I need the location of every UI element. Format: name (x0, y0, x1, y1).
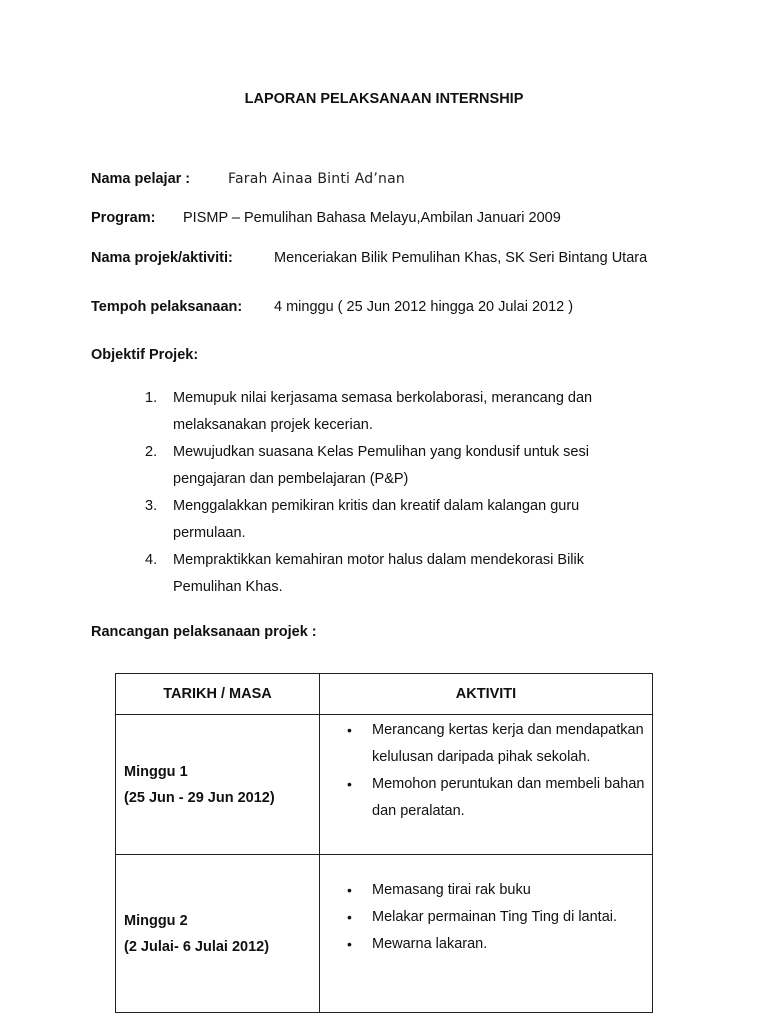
activity-cell (320, 855, 653, 1013)
list-number: 3. (145, 498, 158, 514)
week-label: Minggu 1 (124, 763, 188, 780)
list-text: Menggalakkan pemikiran kritis dan kreatif dalam kalangan guru permulaan. (173, 498, 580, 541)
rancangan-table (115, 673, 653, 1013)
bullet-icon: • (347, 936, 352, 952)
nama-projek-label: Nama projek/aktiviti: (91, 250, 233, 266)
list-text: Mewujudkan suasana Kelas Pemulihan yang kondusif untuk sesi pengajaran dan pembelajaran (P&P) (173, 444, 589, 487)
table-header-row (116, 674, 653, 715)
tempoh-value: 4 minggu ( 25 Jun 2012 hingga 20 Julai 2012 ) (274, 299, 574, 315)
bullet-icon: • (347, 776, 352, 792)
activity-cell (320, 715, 653, 855)
date-range: (25 Jun - 29 Jun 2012) (124, 789, 275, 806)
list-item (320, 877, 652, 904)
list-item (145, 439, 665, 493)
activity-text: Melakar permainan Ting Ting di lantai. (372, 909, 618, 925)
bullet-icon: • (347, 909, 352, 925)
document-title: LAPORAN PELAKSANAAN INTERNSHIP (244, 91, 524, 107)
program-label: Program: (91, 210, 156, 226)
activity-text: Memasang tirai rak buku (372, 882, 531, 898)
list-text: Mempraktikkan kemahiran motor halus dalam mendekorasi Bilik Pemulihan Khas. (173, 552, 584, 595)
list-text: Memupuk nilai kerjasama semasa berkolaborasi, merancang dan melaksanakan projek kecerian. (173, 390, 593, 433)
nama-projek-value: Menceriakan Bilik Pemulihan Khas, SK Seri Bintang Utara (274, 250, 648, 266)
tempoh-label: Tempoh pelaksanaan: (91, 299, 243, 315)
list-item (320, 904, 652, 931)
date-cell (116, 715, 320, 855)
list-number: 1. (145, 390, 158, 406)
list-item (145, 385, 665, 439)
header-aktiviti: AKTIVITI (320, 674, 653, 715)
activity-text: Mewarna lakaran. (372, 936, 488, 952)
activity-text: Memohon peruntukan dan membeli bahan dan peralatan. (372, 776, 645, 819)
rancangan-heading: Rancangan pelaksanaan projek : (91, 624, 317, 640)
list-item (320, 931, 652, 958)
objektif-list (145, 385, 665, 601)
week-label: Minggu 2 (124, 912, 188, 929)
nama-pelajar-value: Farah Ainaa Binti Ad’nan (228, 171, 405, 187)
program-value: PISMP – Pemulihan Bahasa Melayu,Ambilan Januari 2009 (183, 210, 561, 226)
list-number: 2. (145, 444, 158, 460)
list-item (145, 493, 665, 547)
activity-text: Merancang kertas kerja dan mendapatkan kelulusan daripada pihak sekolah. (372, 722, 644, 765)
table-row (116, 715, 653, 855)
objektif-heading: Objektif Projek: (91, 347, 199, 363)
nama-pelajar-label: Nama pelajar : (91, 171, 191, 187)
date-cell (116, 855, 320, 1013)
list-item (320, 771, 652, 825)
bullet-icon: • (347, 882, 352, 898)
bullet-icon: • (347, 722, 352, 738)
list-item (145, 547, 665, 601)
date-range: (2 Julai- 6 Julai 2012) (124, 938, 270, 955)
list-item (320, 717, 652, 771)
list-number: 4. (145, 552, 158, 568)
table-row (116, 855, 653, 1013)
header-tarikh: TARIKH / MASA (116, 674, 320, 715)
